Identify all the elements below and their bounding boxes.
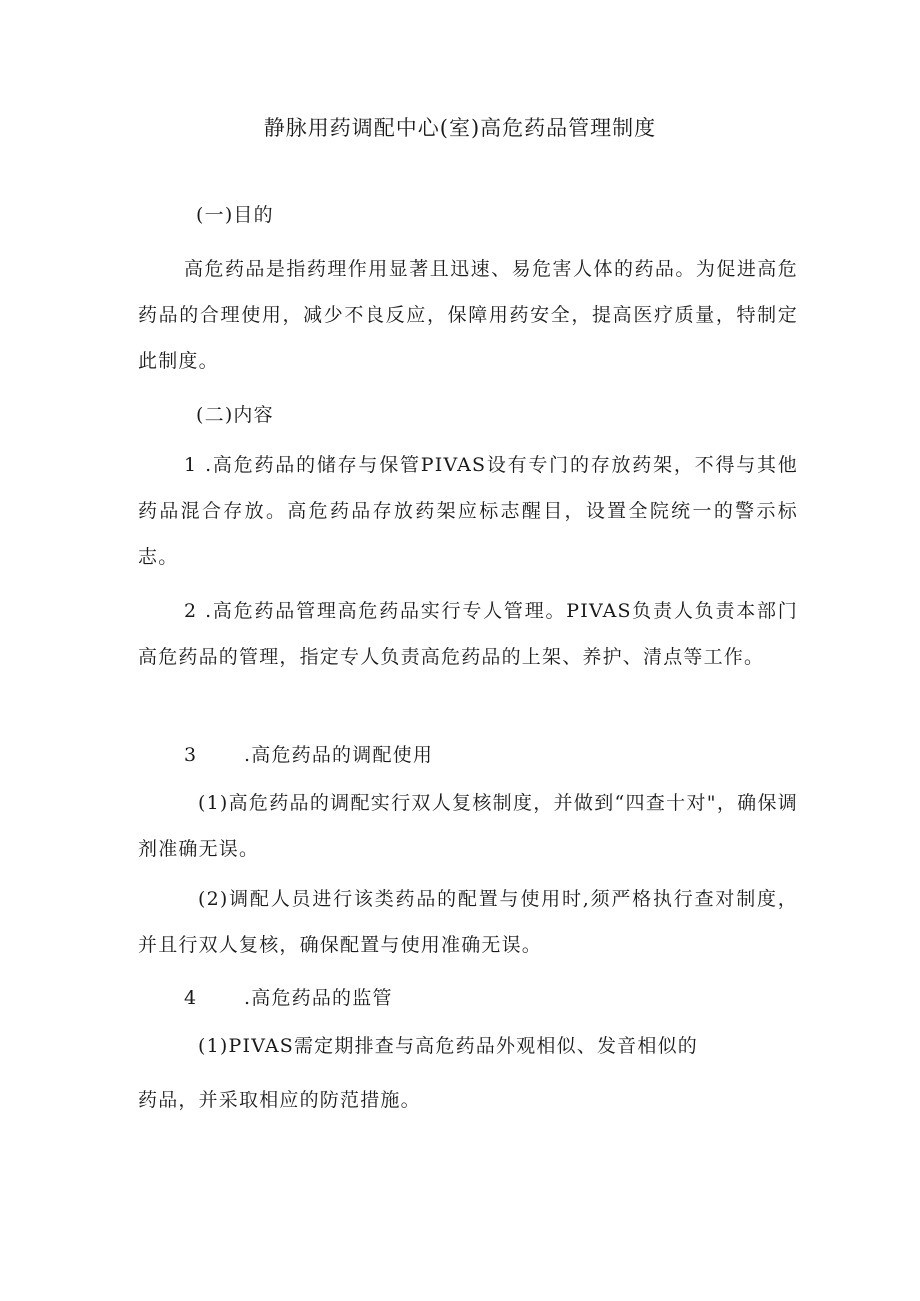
paragraph-item-4-sub-1-line-1: (1)PIVAS需定期排查与高危药品外观相似、发音相似的 — [198, 1035, 698, 1057]
section-heading-content: (二)内容 — [196, 404, 274, 426]
item-4-heading — [184, 975, 393, 1021]
item-4-title: .高危药品的监管 — [244, 987, 393, 1009]
item-3-heading — [184, 732, 433, 778]
document-title: 静脉用药调配中心(室)高危药品管理制度 — [263, 116, 657, 140]
paragraph-item-4-sub-1-line-2: 药品，并采取相应的防范措施。 — [138, 1089, 421, 1111]
item-3-title: .高危药品的调配使用 — [244, 744, 434, 766]
item-4-number: 4 — [184, 987, 198, 1009]
section-heading-purpose: (一)目的 — [196, 204, 274, 226]
paragraph-item-3-sub-2: (2)调配人员进行该类药品的配置与使用时,须严格执行查对制度，并且行双人复核，确保配置与使用准确无误。 — [138, 888, 798, 956]
paragraph-item-3-sub-1: (1)高危药品的调配实行双人复核制度，并做到“四查十对"，确保调剂准确无误。 — [138, 792, 798, 860]
item-3-number: 3 — [184, 744, 198, 766]
paragraph-item-1: 1 .高危药品的储存与保管PIVAS设有专门的存放药架，不得与其他药品混合存放。高危药品存放药架应标志醒目，设置全院统一的警示标志。 — [138, 454, 798, 568]
paragraph-item-2: 2 .高危药品管理高危药品实行专人管理。PIVAS负责人负责本部门高危药品的管理，指定专人负责高危药品的上架、养护、清点等工作。 — [138, 600, 798, 668]
paragraph-purpose: 高危药品是指药理作用显著且迅速、易危害人体的药品。为促进高危药品的合理使用，减少不良反应，保障用药安全，提高医疗质量，特制定此制度。 — [138, 258, 798, 372]
